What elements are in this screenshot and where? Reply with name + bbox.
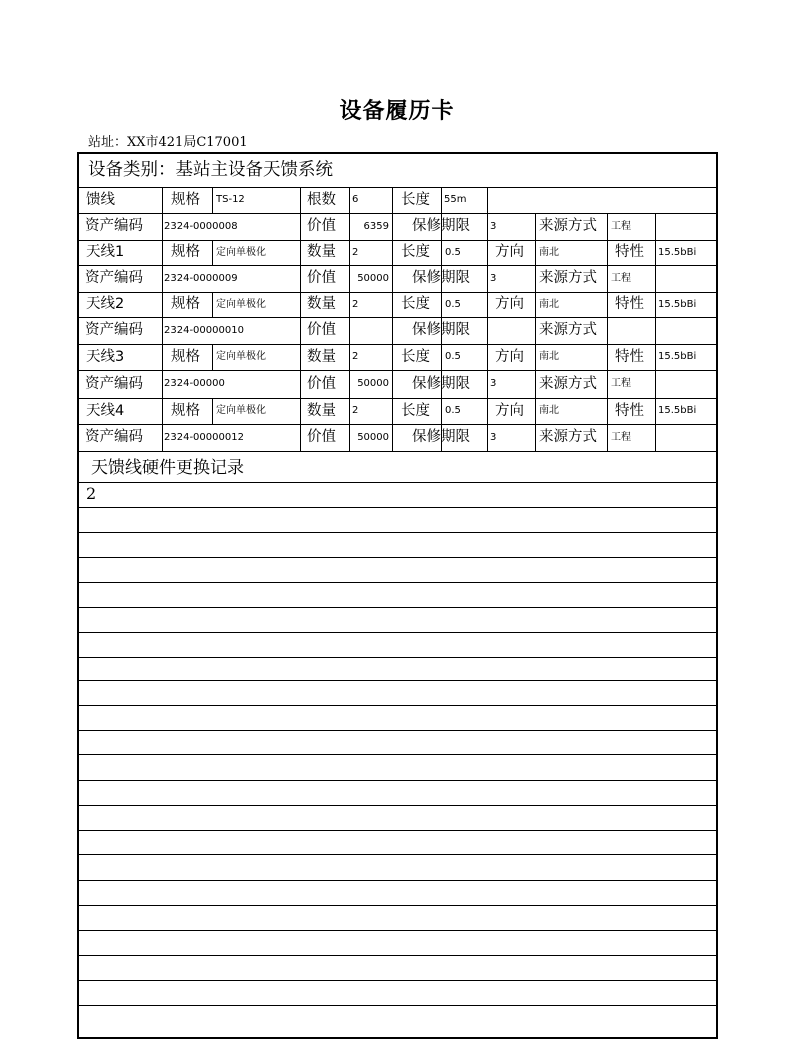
antenna-1-direction: 南北 (539, 247, 559, 258)
antenna-2-length-label: 长度 (401, 296, 430, 312)
antenna-4-asset-code: 2324-00000012 (164, 432, 244, 443)
antenna-2-direction: 南北 (539, 299, 559, 310)
feeder-count: 6 (352, 194, 359, 205)
antenna-4-quantity-label: 数量 (307, 403, 336, 419)
antenna-1-warranty-label: 保修期限 (412, 270, 470, 286)
antenna-2-warranty-label: 保修期限 (412, 322, 470, 338)
antenna-3-spec: 定向单极化 (216, 351, 266, 362)
antenna-4-source-label: 来源方式 (539, 429, 597, 445)
antenna-3-length: 0.5 (445, 351, 461, 362)
antenna-3-direction-label: 方向 (495, 349, 524, 365)
antenna-3-quantity: 2 (352, 351, 359, 362)
grid-line (349, 213, 350, 451)
grid-line (79, 805, 716, 806)
antenna-1-asset-label: 资产编码 (85, 270, 143, 286)
antenna-1-length: 0.5 (445, 247, 461, 258)
antenna-4-quantity: 2 (352, 405, 359, 416)
grid-line (79, 607, 716, 608)
antenna-2-warranty (490, 317, 530, 344)
grid-line (79, 680, 716, 681)
antenna-4-price: 50000 (357, 432, 389, 443)
equipment-category: 设备类别：基站主设备天馈系统 (88, 160, 333, 180)
antenna-1-price-label: 价值 (307, 270, 336, 286)
grid-line (79, 830, 716, 831)
grid-line (79, 632, 716, 633)
antenna-4-direction-label: 方向 (495, 403, 524, 419)
antenna-3-price: 50000 (357, 378, 389, 389)
feeder-source: 工程 (611, 221, 631, 232)
grid-line (79, 880, 716, 881)
grid-line (79, 955, 716, 956)
antenna-2-asset-code: 2324-00000010 (164, 325, 244, 336)
feeder-count-label: 根数 (307, 192, 336, 208)
antenna-4-feature: 15.5bBi (658, 405, 697, 416)
feeder-warranty-label: 保修期限 (412, 218, 470, 234)
antenna-1-feature-label: 特性 (615, 244, 644, 260)
feeder-asset-label: 资产编码 (85, 218, 143, 234)
grid-line (535, 213, 536, 451)
grid-line (79, 1005, 716, 1006)
grid-line (655, 213, 656, 451)
antenna-3-warranty-label: 保修期限 (412, 376, 470, 392)
grid-line (349, 187, 350, 213)
grid-line (162, 187, 163, 213)
feeder-length: 55m (444, 194, 467, 205)
antenna-2-direction-label: 方向 (495, 296, 524, 312)
antenna-2-feature-label: 特性 (615, 296, 644, 312)
grid-line (79, 557, 716, 558)
site-address: 站址：XX市421局C17001 (88, 135, 248, 150)
grid-line (79, 780, 716, 781)
feeder-source-label: 来源方式 (539, 218, 597, 234)
antenna-3-asset-code: 2324-00000 (164, 378, 225, 389)
feeder-length-label: 长度 (401, 192, 430, 208)
grid-line (79, 507, 716, 508)
antenna-4-direction: 南北 (539, 405, 559, 416)
antenna-3-source: 工程 (611, 378, 631, 389)
antenna-3-name: 天线3 (86, 349, 125, 365)
antenna-4-asset-label: 资产编码 (85, 429, 143, 445)
feeder-spec-label: 规格 (171, 192, 200, 208)
grid-line (79, 905, 716, 906)
antenna-4-warranty: 3 (490, 432, 497, 443)
grid-line (79, 532, 716, 533)
feeder-warranty: 3 (490, 221, 497, 232)
grid-line (79, 657, 716, 658)
grid-line (487, 187, 488, 213)
antenna-3-direction: 南北 (539, 351, 559, 362)
antenna-2-asset-label: 资产编码 (85, 322, 143, 338)
grid-line (79, 754, 716, 755)
antenna-3-asset-label: 资产编码 (85, 376, 143, 392)
antenna-3-spec-label: 规格 (171, 349, 200, 365)
antenna-4-feature-label: 特性 (615, 403, 644, 419)
feeder-price-label: 价值 (307, 218, 336, 234)
feeder-price: 6359 (363, 221, 389, 232)
antenna-3-feature: 15.5bBi (658, 351, 697, 362)
grid-line (212, 292, 213, 317)
antenna-1-asset-code: 2324-0000009 (164, 273, 238, 284)
grid-line (212, 240, 213, 265)
grid-line (300, 213, 301, 451)
antenna-4-source: 工程 (611, 432, 631, 443)
antenna-3-length-label: 长度 (401, 349, 430, 365)
antenna-2-spec-label: 规格 (171, 296, 200, 312)
antenna-3-price-label: 价值 (307, 376, 336, 392)
antenna-4-warranty-label: 保修期限 (412, 429, 470, 445)
card-title: 设备履历卡 (339, 98, 455, 124)
grid-line (79, 730, 716, 731)
antenna-3-warranty: 3 (490, 378, 497, 389)
feeder-spec: TS-12 (216, 194, 245, 205)
grid-line (392, 213, 393, 451)
antenna-4-length-label: 长度 (401, 403, 430, 419)
records-title: 天馈线硬件更换记录 (91, 458, 244, 478)
grid-line (79, 482, 716, 483)
grid-line (487, 213, 488, 451)
grid-line (607, 213, 608, 451)
antenna-2-source (611, 317, 653, 344)
antenna-2-feature: 15.5bBi (658, 299, 697, 310)
feeder-label: 馈线 (86, 192, 115, 208)
antenna-2-spec: 定向单极化 (216, 299, 266, 310)
antenna-2-length: 0.5 (445, 299, 461, 310)
grid-line (441, 187, 442, 213)
antenna-1-price: 50000 (357, 273, 389, 284)
antenna-3-quantity-label: 数量 (307, 349, 336, 365)
antenna-1-direction-label: 方向 (495, 244, 524, 260)
antenna-1-quantity: 2 (352, 247, 359, 258)
antenna-4-price-label: 价值 (307, 429, 336, 445)
antenna-1-name: 天线1 (86, 244, 125, 260)
antenna-2-name: 天线2 (86, 296, 125, 312)
record-entry: 2 (86, 484, 97, 503)
antenna-2-quantity: 2 (352, 299, 359, 310)
antenna-1-feature: 15.5bBi (658, 247, 697, 258)
grid-line (79, 705, 716, 706)
grid-line (79, 930, 716, 931)
antenna-4-length: 0.5 (445, 405, 461, 416)
grid-line (79, 854, 716, 855)
grid-line (300, 187, 301, 213)
antenna-4-spec: 定向单极化 (216, 405, 266, 416)
antenna-1-length-label: 长度 (401, 244, 430, 260)
grid-line (79, 582, 716, 583)
grid-line (212, 187, 213, 213)
grid-line (162, 213, 163, 451)
antenna-1-spec: 定向单极化 (216, 247, 266, 258)
grid-line (392, 187, 393, 213)
grid-line (79, 980, 716, 981)
antenna-4-spec-label: 规格 (171, 403, 200, 419)
antenna-2-quantity-label: 数量 (307, 296, 336, 312)
grid-line (212, 344, 213, 370)
antenna-3-source-label: 来源方式 (539, 376, 597, 392)
equipment-history-card (77, 152, 718, 1039)
antenna-1-source-label: 来源方式 (539, 270, 597, 286)
antenna-2-price (351, 317, 389, 344)
antenna-3-feature-label: 特性 (615, 349, 644, 365)
feeder-asset-code: 2324-0000008 (164, 221, 238, 232)
antenna-2-source-label: 来源方式 (539, 322, 597, 338)
antenna-2-price-label: 价值 (307, 322, 336, 338)
antenna-4-name: 天线4 (86, 403, 125, 419)
antenna-1-spec-label: 规格 (171, 244, 200, 260)
antenna-1-source: 工程 (611, 273, 631, 284)
grid-line (212, 398, 213, 424)
grid-line (79, 451, 716, 452)
antenna-1-warranty: 3 (490, 273, 497, 284)
antenna-1-quantity-label: 数量 (307, 244, 336, 260)
